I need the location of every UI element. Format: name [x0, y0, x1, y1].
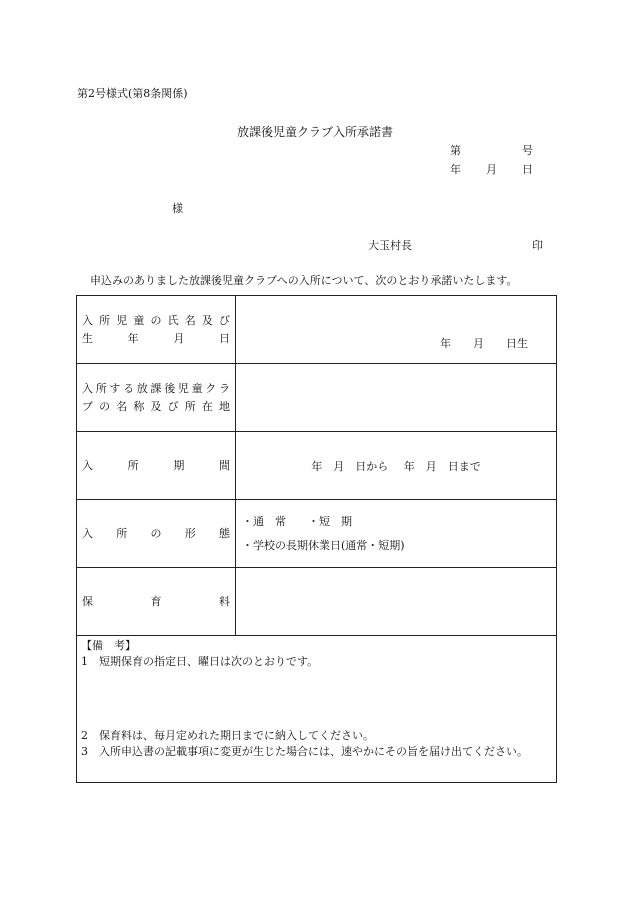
fee-label-cell	[77, 568, 236, 636]
form-option-long-vacation[interactable]: ・学校の長期休業日(通常・短期)	[242, 538, 405, 552]
period-label-cell	[77, 432, 236, 500]
child-value-cell[interactable]	[236, 296, 557, 364]
child-row	[77, 296, 557, 364]
period-from: 年 月 日から	[311, 459, 389, 473]
number-prefix: 第	[450, 144, 461, 157]
note-1-blank-area[interactable]	[81, 670, 552, 728]
form-value-cell[interactable]	[236, 500, 557, 568]
date-month: 月	[486, 163, 497, 176]
form-row	[77, 500, 557, 568]
note-item-3: 3 入所申込書の記載事項に変更が生じた場合には、速やかにその旨を届け出てください。	[81, 745, 528, 758]
club-value-cell[interactable]	[236, 364, 557, 432]
period-to: 年 月 日まで	[403, 459, 481, 473]
fee-value-cell[interactable]	[236, 568, 557, 636]
notes-cell	[77, 636, 557, 783]
birth-date-suffix: 年 月 日生	[440, 337, 528, 350]
note-item-1: 1 短期保育の指定日、曜日は次のとおりです。	[81, 655, 319, 668]
form-option-regular-short[interactable]: ・通 常 ・短 期	[242, 514, 352, 528]
document-number-line	[450, 142, 533, 158]
note-item-2: 2 保育料は、毎月定めれた期日までに納入してください。	[81, 729, 374, 742]
club-label-line2: ブの名称及び所在地	[82, 399, 230, 413]
addressee-honorific: 様	[172, 202, 183, 215]
form-type-label: 入 所 の 形 態	[82, 526, 230, 540]
seal-mark: 印	[532, 239, 543, 252]
date-day: 日	[522, 163, 533, 176]
form-label-cell	[77, 500, 236, 568]
club-row	[77, 364, 557, 432]
club-label-cell	[77, 364, 236, 432]
number-suffix: 号	[522, 144, 533, 157]
date-year: 年	[450, 163, 461, 176]
child-label-cell	[77, 296, 236, 364]
child-label-line2: 生 年 月 日	[82, 331, 230, 345]
notes-row	[77, 636, 557, 783]
child-label-line1: 入所児童の氏名及び	[82, 313, 230, 327]
club-label-line1: 入所する放課後児童クラ	[82, 381, 230, 395]
period-value-cell[interactable]	[236, 432, 557, 500]
document-title: 放課後児童クラブ入所承諾書	[236, 125, 393, 139]
fee-row	[77, 568, 557, 636]
issuer-name: 大玉村長	[368, 239, 412, 252]
period-label: 入 所 期 間	[82, 458, 230, 472]
intro-text: 申込みのありました放課後児童クラブへの入所について、次のとおり承諾いたします。	[90, 274, 518, 287]
fee-label: 保 育 料	[82, 594, 230, 608]
period-row	[77, 432, 557, 500]
form-number-label: 第2号様式(第8条関係)	[77, 87, 188, 100]
admission-table	[76, 295, 557, 783]
notes-heading: 【備 考】	[81, 639, 136, 652]
